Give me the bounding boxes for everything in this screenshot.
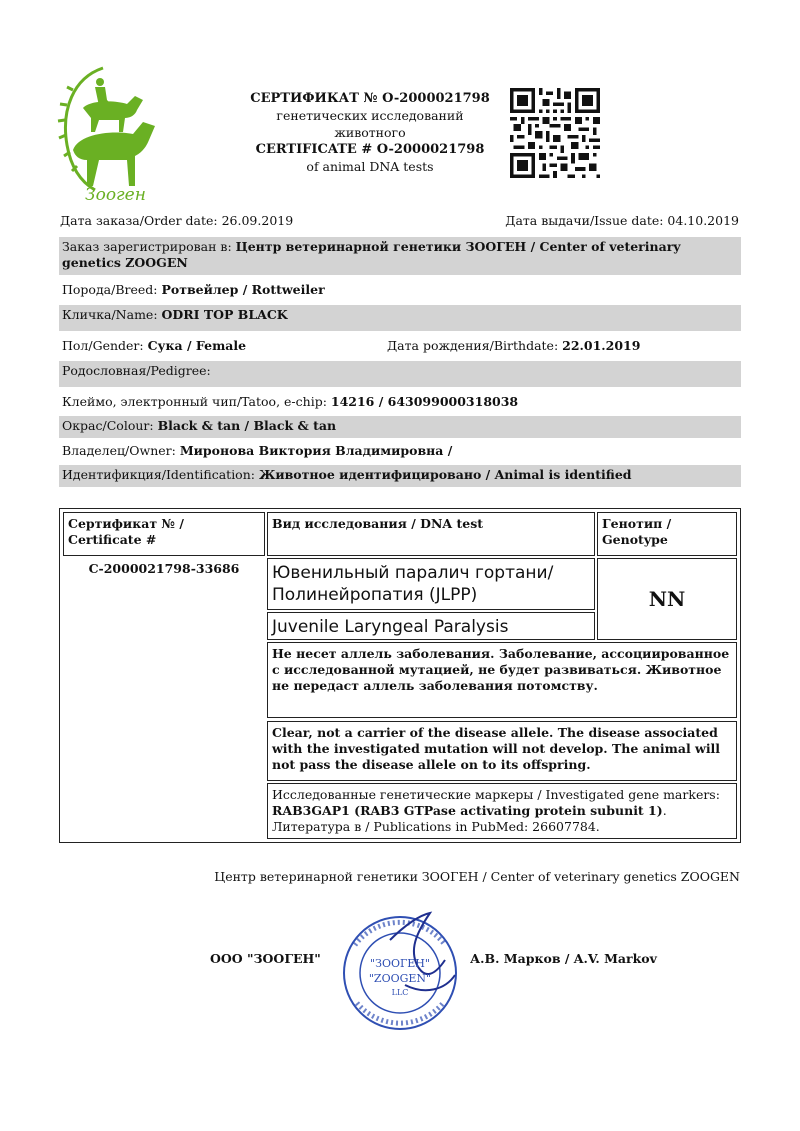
header-genotype: Генотип / Genotype [597, 512, 737, 556]
chip-label: Клеймо, электронный чип/Tatoo, e-chip: [62, 394, 331, 409]
subtitle-en: of animal DNA tests [306, 159, 434, 174]
name-value: ODRI TOP BLACK [161, 307, 288, 322]
markers-value: RAB3GAP1 (RAB3 GTPase activating protein subunit 1) [272, 803, 663, 818]
registered-label: Заказ зарегистрирован в: [62, 239, 236, 254]
name-label: Кличка/Name: [62, 307, 162, 322]
chip-row [59, 392, 741, 414]
owner-value: Миронова Виктория Владимировна / [179, 443, 453, 458]
pedigree-label: Родословная/Pedigree: [62, 363, 211, 378]
certificate-table [59, 508, 741, 843]
certificate-number: C-2000021798-33686 [88, 561, 240, 576]
birthdate-label: Дата рождения/Birthdate: [387, 338, 563, 353]
footer-center-name: Центр ветеринарной генетики ЗООГЕН / Center of veterinary genetics ZOOGEN [214, 869, 740, 884]
name-row [59, 305, 741, 331]
owner-label: Владелец/Owner: [62, 443, 180, 458]
markers-prefix: Исследованные генетические маркеры / Investigated gene markers: [272, 787, 720, 802]
genotype-value: NN [597, 558, 737, 640]
pedigree-row [59, 361, 741, 387]
logo-text: Зооген [85, 185, 146, 205]
certificate-header [240, 90, 500, 175]
gender-label: Пол/Gender: [62, 338, 148, 353]
identification-value: Животное идентифицировано / Animal is identified [258, 467, 632, 482]
test-name-ru: Ювенильный паралич гортани/Полинейропатия (JLPP) [267, 558, 595, 610]
colour-value: Black & tan / Black & tan [157, 418, 337, 433]
company-name: ООО "ЗООГЕН" [210, 951, 321, 966]
colour-row [59, 416, 741, 438]
identification-row [59, 465, 741, 487]
result-ru: Не несет аллель заболевания. Заболевание, ассоциированное с исследованной мутацией, не будет развиваться. Животное не передаст аллель заболевания потомству. [267, 642, 737, 718]
stamp-line-3: LLC [391, 988, 409, 997]
qr-code-icon [510, 88, 600, 178]
colour-label: Окрас/Colour: [62, 418, 158, 433]
breed-value: Ротвейлер / Rottweiler [161, 282, 325, 297]
markers-publications: . Литература в / Publications in PubMed: 26607784. [272, 803, 667, 834]
subtitle-ru-2: животного [334, 125, 406, 140]
stamp-line-2: "ZOOGEN" [368, 972, 432, 985]
breed-label: Порода/Breed: [62, 282, 162, 297]
company-stamp-icon [335, 905, 465, 1035]
title-ru: СЕРТИФИКАТ № O-2000021798 [250, 91, 490, 106]
gender-value: Сука / Female [147, 338, 247, 353]
signer-name: А.В. Марков / A.V. Markov [470, 951, 657, 966]
chip-value: 14216 / 643099000318038 [330, 394, 519, 409]
owner-row [59, 441, 741, 463]
issue-date: Дата выдачи/Issue date: 04.10.2019 [505, 213, 739, 228]
gender-row [59, 336, 741, 358]
zoogen-logo [55, 60, 165, 205]
birthdate-value: 22.01.2019 [562, 338, 641, 353]
order-date: Дата заказа/Order date: 26.09.2019 [60, 213, 294, 228]
test-name-en: Juvenile Laryngeal Paralysis [267, 612, 595, 640]
result-en: Clear, not a carrier of the disease allele. The disease associated with the investigated mutation will not develop. The animal will not pass the disease allele on to its offspring. [267, 721, 737, 781]
header-dna-test: Вид исследования / DNA test [267, 512, 595, 556]
header-certificate: Сертификат № / Certificate # [63, 512, 265, 556]
stamp-line-1: "ЗООГЕН" [370, 957, 430, 970]
subtitle-ru-1: генетических исследований [276, 108, 464, 123]
registered-value: Центр ветеринарной генетики ЗООГЕН / Center of veterinary genetics ZOOGEN [62, 239, 681, 270]
identification-label: Идентификция/Identification: [62, 467, 259, 482]
registered-row [59, 237, 741, 275]
gene-markers [267, 783, 737, 839]
breed-row [59, 280, 741, 302]
title-en: CERTIFICATE # O-2000021798 [255, 142, 485, 157]
